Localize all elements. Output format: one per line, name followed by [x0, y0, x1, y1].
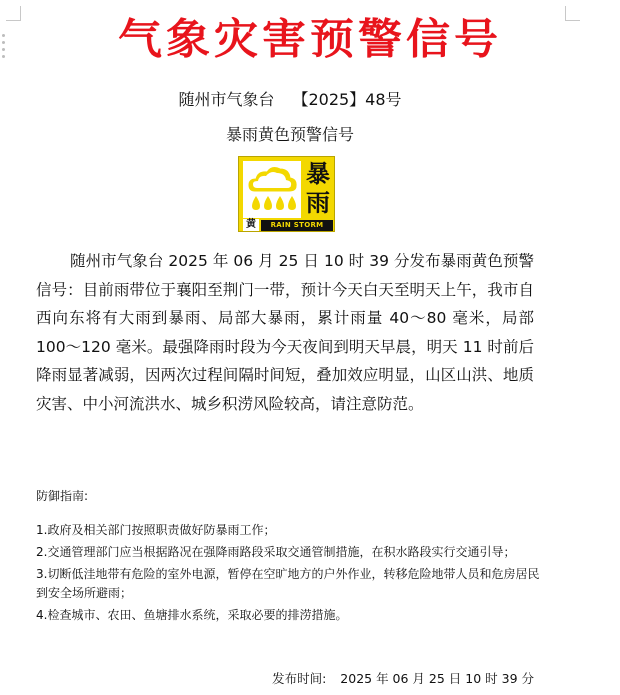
- badge-level: 黄: [243, 219, 259, 231]
- defense-guide-heading: 防御指南:: [36, 489, 89, 503]
- signal-title: 暴雨黄色预警信号: [225, 125, 354, 144]
- rainstorm-cloud-icon: [243, 161, 301, 218]
- release-label: 发布时间:: [272, 671, 327, 686]
- release-time: [272, 670, 534, 688]
- issuer-line: [0, 88, 580, 112]
- issuer-name: 随州市气象台: [178, 90, 275, 109]
- list-item: 2.交通管理部门应当根据路况在强降雨路段采取交通管制措施，在积水路段实行交通引导；: [36, 545, 516, 559]
- release-time-value: 2025 年 06 月 25 日 10 时 39 分: [340, 671, 534, 686]
- badge-char-yu: 雨: [306, 188, 330, 217]
- page-title: 气象灾害预警信号: [118, 15, 502, 64]
- list-item: 4.检查城市、农田、鱼塘排水系统，采取必要的排涝措施。: [36, 608, 348, 622]
- warning-body-text: 随州市气象台 2025 年 06 月 25 日 10 时 39 分发布暴雨黄色预警信号：目前雨带位于襄阳至荆门一带，预计今天白天至明天上午，我市自西向东将有大雨到暴雨、局部大暴雨，累计雨量 40～80 毫米，局部 100～120 毫米。最强降雨时段为今天夜间到明天早晨，明天 11 时前后降雨显著减弱，因两次过程间隔时间短，叠加效应明显，山区山洪、地质灾害、中小河流洪水、城乡积涝风险较高，请注意防范。: [36, 252, 534, 413]
- defense-guide-list: [36, 521, 544, 625]
- document-number: 【2025】48号: [292, 90, 402, 109]
- list-item: 3.切断低洼地带有危险的室外电源，暂停在空旷地方的户外作业，转移危险地带人员和危房居民到安全场所避雨；: [36, 567, 540, 600]
- list-item: 1.政府及相关部门按照职责做好防暴雨工作；: [36, 523, 276, 537]
- warning-signal-badge: [238, 156, 335, 232]
- badge-char-bao: 暴: [306, 159, 330, 188]
- badge-english-label: RAIN STORM: [261, 220, 333, 231]
